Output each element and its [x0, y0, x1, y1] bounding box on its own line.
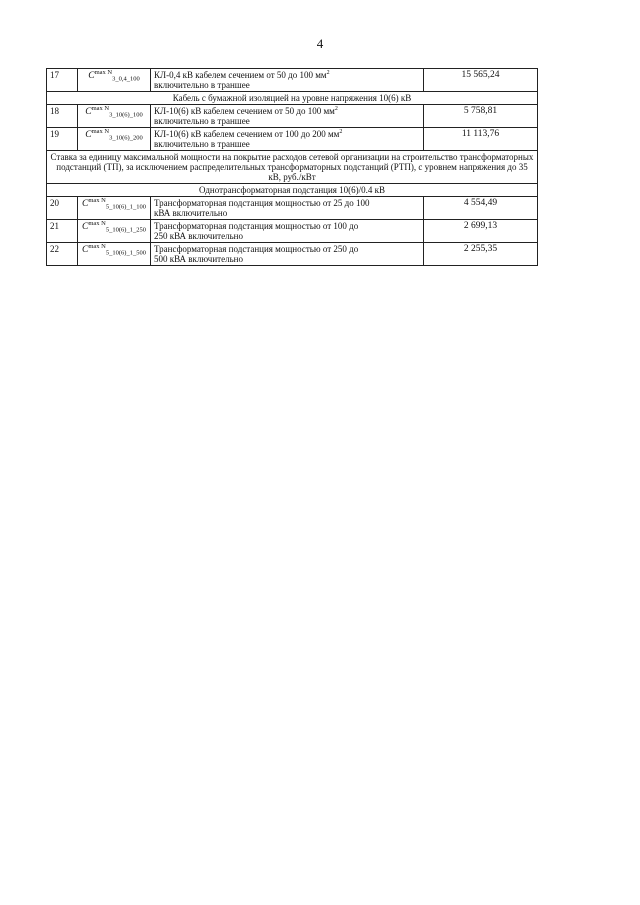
row-value: 15 565,24 — [424, 69, 538, 92]
rate-code — [78, 243, 151, 266]
rate-code-sub: 5_10(6)_1_100 — [105, 203, 146, 211]
row-description — [151, 243, 424, 266]
section-header: Ставка за единицу максимальной мощности на покрытие расходов сетевой организации на строительство трансформаторных подстанций (ТП), за исключением распределительных трансформаторных подстанций (РТП), с уровнем напряжения до 35 кВ, руб./кВт — [47, 151, 538, 184]
rate-code-sup: max N — [94, 69, 113, 77]
description-line-1: Трансформаторная подстанция мощностью от 100 до — [154, 221, 359, 231]
section-header-row — [47, 151, 538, 184]
description-sup: 2 — [339, 129, 343, 135]
table-row — [47, 220, 538, 243]
rate-code-sup: max N — [88, 220, 106, 228]
row-value: 5 758,81 — [424, 105, 538, 128]
section-header: Однотрансформаторная подстанция 10(6)/0.4 кВ — [47, 184, 538, 197]
rate-symbol: C — [82, 222, 89, 232]
rate-code — [78, 69, 151, 92]
description-line-2: включительно в траншее — [154, 116, 250, 126]
row-description — [151, 197, 424, 220]
row-description — [151, 220, 424, 243]
row-value: 2 255,35 — [424, 243, 538, 266]
rate-code-sup: max N — [91, 105, 110, 113]
description-line-2: включительно в траншее — [154, 139, 250, 149]
rate-code-sub: 5_10(6)_1_250 — [105, 226, 146, 234]
description-sup: 2 — [326, 70, 330, 76]
description-line-1: КЛ-0,4 кВ кабелем сечением от 50 до 100 мм — [154, 70, 327, 80]
table-row — [47, 243, 538, 266]
table-row — [47, 69, 538, 92]
description-line-1: Трансформаторная подстанция мощностью от 25 до 100 — [154, 198, 370, 208]
row-description — [151, 128, 424, 151]
row-description — [151, 69, 424, 92]
rate-code-sub: 3_10(6)_100 — [109, 111, 143, 119]
rate-code-sub: 5_10(6)_1_500 — [105, 249, 146, 257]
description-line-2: кВА включительно — [154, 208, 228, 218]
rate-symbol: C — [88, 71, 95, 81]
table-row — [47, 128, 538, 151]
tariff-table — [46, 68, 538, 266]
section-header: Кабель с бумажной изоляцией на уровне напряжения 10(6) кВ — [47, 92, 538, 105]
page-number: 4 — [316, 36, 324, 51]
description-line-1: КЛ-10(6) кВ кабелем сечением от 100 до 200 мм — [154, 129, 340, 139]
tariff-table-body — [47, 69, 538, 266]
rate-code-sup: max N — [88, 243, 106, 251]
rate-code-sup: max N — [88, 197, 106, 205]
rate-code — [78, 197, 151, 220]
table-row — [47, 105, 538, 128]
section-header-row — [47, 92, 538, 105]
rate-symbol: C — [85, 107, 92, 117]
row-number: 17 — [47, 69, 78, 92]
description-line-2: 500 кВА включительно — [154, 254, 243, 264]
rate-symbol: C — [82, 245, 89, 255]
row-value: 4 554,49 — [424, 197, 538, 220]
rate-code-sub: 3_0,4_100 — [112, 75, 140, 83]
description-line-2: включительно в траншее — [154, 80, 250, 90]
row-value: 11 113,76 — [424, 128, 538, 151]
rate-code-sub: 3_10(6)_200 — [109, 134, 143, 142]
description-sup: 2 — [334, 106, 338, 112]
rate-symbol: C — [82, 199, 89, 209]
row-number: 22 — [47, 243, 78, 266]
row-description — [151, 105, 424, 128]
row-number: 21 — [47, 220, 78, 243]
rate-code — [78, 128, 151, 151]
rate-code — [78, 220, 151, 243]
rate-code-sup: max N — [91, 128, 110, 136]
row-number: 20 — [47, 197, 78, 220]
description-line-2: 250 кВА включительно — [154, 231, 243, 241]
description-line-1: Трансформаторная подстанция мощностью от 250 до — [154, 244, 359, 254]
row-number: 18 — [47, 105, 78, 128]
row-number: 19 — [47, 128, 78, 151]
table-row — [47, 197, 538, 220]
rate-symbol: C — [85, 130, 92, 140]
section-header-row — [47, 184, 538, 197]
row-value: 2 699,13 — [424, 220, 538, 243]
description-line-1: КЛ-10(6) кВ кабелем сечением от 50 до 100 мм — [154, 106, 335, 116]
rate-code — [78, 105, 151, 128]
